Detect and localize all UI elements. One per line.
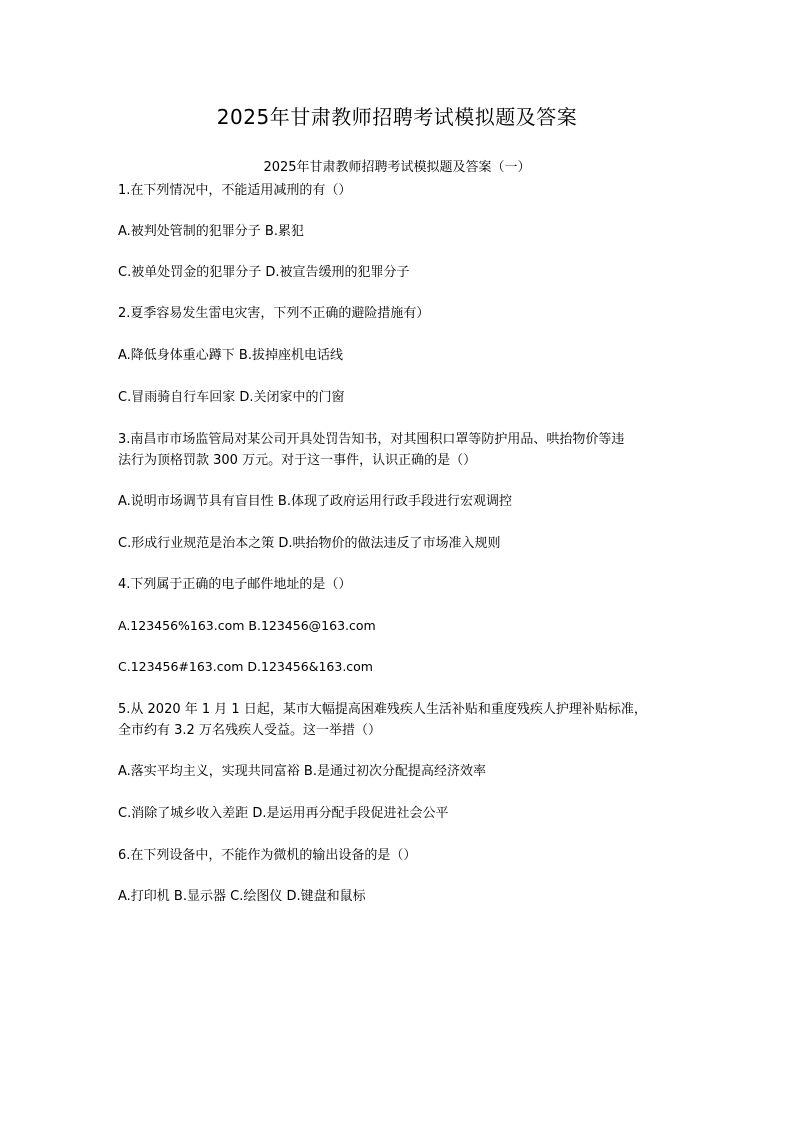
question-1-options-line-2: C.被单处罚金的犯罪分子 D.被宣告缓刑的犯罪分子 xyxy=(118,265,410,280)
question-3-options-line-2: C.形成行业规范是治本之策 D.哄抬物价的做法违反了市场准入规则 xyxy=(118,536,501,551)
question-4-options-line-2: C.123456#163.com D.123456&163.com xyxy=(118,659,373,674)
question-2-options-line-2: C.冒雨骑自行车回家 D.关闭家中的门窗 xyxy=(118,390,345,405)
question-3-stem-line-1: 3.南昌市市场监管局对某公司开具处罚告知书，对其囤积口罩等防护用品、哄抬物价等违 xyxy=(118,432,625,447)
question-1-stem: 1.在下列情况中，不能适用减刑的有（） xyxy=(118,183,352,198)
question-5-options-line-1: A.落实平均主义，实现共同富裕 B.是通过初次分配提高经济效率 xyxy=(118,764,486,779)
question-6-options-line-1: A.打印机 B.显示器 C.绘图仪 D.键盘和鼠标 xyxy=(118,889,366,904)
document-title: 2025年甘肃教师招聘考试模拟题及答案 xyxy=(216,105,578,129)
question-5-options-line-2: C.消除了城乡收入差距 D.是运用再分配手段促进社会公平 xyxy=(118,806,449,821)
question-6-stem: 6.在下列设备中，不能作为微机的输出设备的是（） xyxy=(118,848,417,863)
question-1-options-line-1: A.被判处管制的犯罪分子 B.累犯 xyxy=(118,224,304,239)
question-4-stem: 4.下列属于正确的电子邮件地址的是（） xyxy=(118,577,352,592)
question-4-options-line-1: A.123456%163.com B.123456@163.com xyxy=(118,618,376,633)
question-3-stem-line-2: 法行为顶格罚款 300 万元。对于这一事件，认识正确的是（） xyxy=(118,453,477,468)
question-2-stem: 2.夏季容易发生雷电灾害，下列不正确的避险措施有） xyxy=(118,306,430,321)
section-subtitle: 2025年甘肃教师招聘考试模拟题及答案（一） xyxy=(263,160,531,175)
question-2-options-line-1: A.降低身体重心蹲下 B.拔掉座机电话线 xyxy=(118,348,343,363)
question-3-options-line-1: A.说明市场调节具有盲目性 B.体现了政府运用行政手段进行宏观调控 xyxy=(118,494,512,509)
question-5-stem-line-2: 全市约有 3.2 万名残疾人受益。这一举措（） xyxy=(118,723,381,738)
question-5-stem-line-1: 5.从 2020 年 1 月 1 日起，某市大幅提高困难残疾人生活补贴和重度残疾人护理补贴标准， xyxy=(118,702,647,717)
